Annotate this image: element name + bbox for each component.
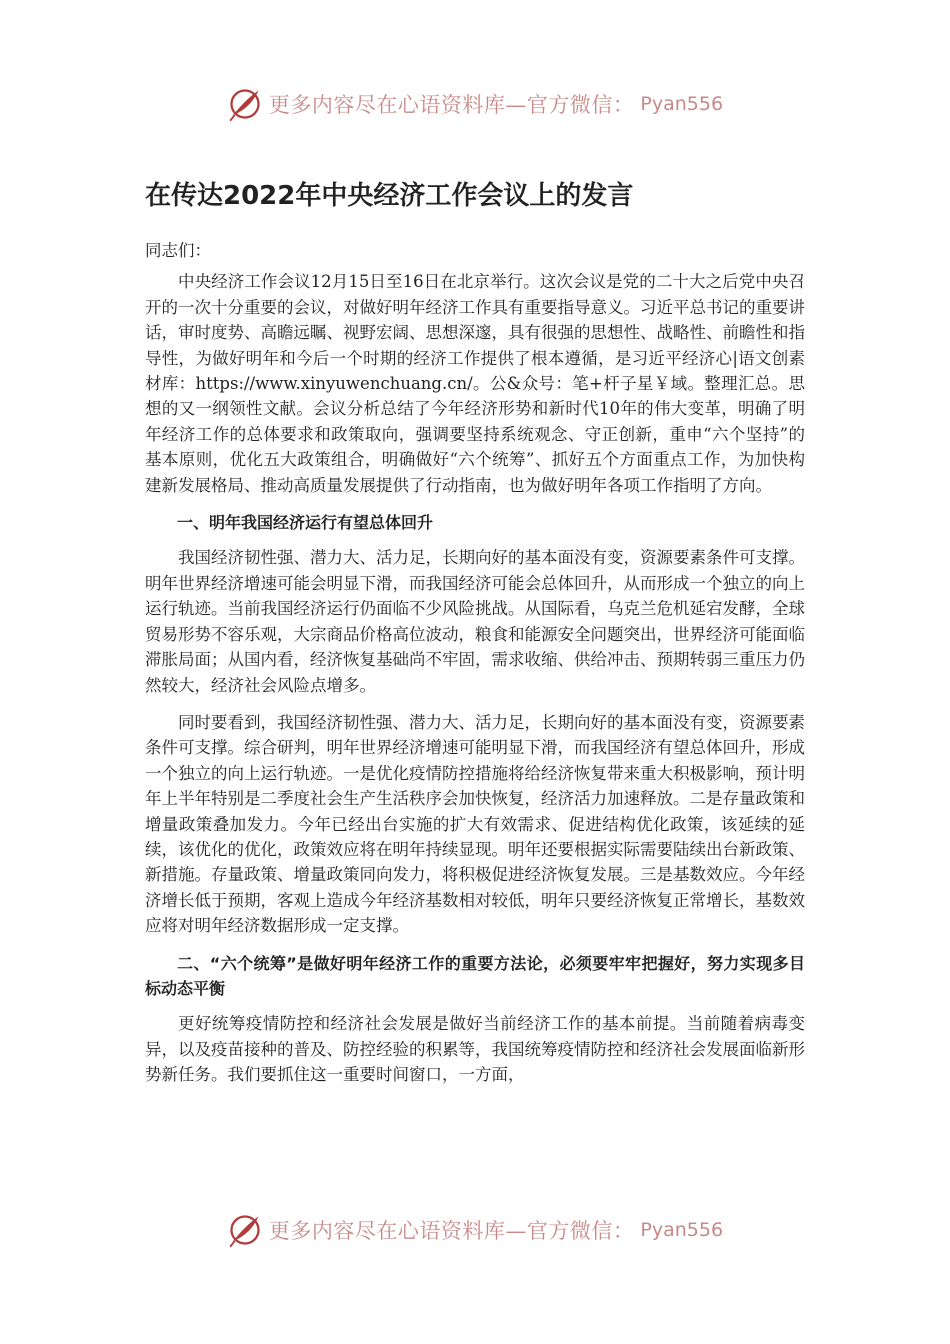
watermark-contact: Pyan556: [640, 93, 724, 115]
intro-paragraph: 中央经济工作会议12月15日至16日在北京举行。这次会议是党的二十大之后党中央召开的一次十分重要的会议，对做好明年经济工作具有重要指导意义。习近平总书记的重要讲话，审时度势、高瞻远瞩、视野宏阔、思想深邃，具有很强的思想性、战略性、前瞻性和指导性，为做好明年和今后一个时期的经济工作提供了根本遵循，是习近平经济心|语文创素材库：https://www.xinyuwenchuang.cn/。公&众号：笔+杆子星￥域。整理汇总。思想的又一纲领性文献。会议分析总结了今年经济形势和新时代10年的伟大变革，明确了明年经济工作的总体要求和政策取向，强调要坚持系统观念、守正创新，重申“六个坚持”的基本原则，优化五大政策组合，明确做好“六个统筹”、抓好五个方面重点工作，为加快构建新发展格局、推动高质量发展提供了行动指南，也为做好明年各项工作指明了方向。: [145, 272, 805, 495]
quill-logo-icon: [227, 86, 263, 122]
quill-logo-icon: [227, 1212, 263, 1248]
section-2-paragraph-1: 更好统筹疫情防控和经济社会发展是做好当前经济工作的基本前提。当前随着病毒变异，以及疫苗接种的普及、防控经验的积累等，我国统筹疫情防控和经济社会发展面临新形势新任务。我们要抓住这一重要时间窗口，一方面，: [145, 1014, 805, 1085]
document-body: [145, 176, 805, 1100]
section-1-paragraph-2: 同时要看到，我国经济韧性强、潜力大、活力足，长期向好的基本面没有变，资源要素条件可支撑。综合研判，明年世界经济增速可能明显下滑，而我国经济有望总体回升，形成一个独立的向上运行轨迹。一是优化疫情防控措施将给经济恢复带来重大积极影响，预计明年上半年特别是二季度社会生产生活秩序会加快恢复，经济活力加速释放。二是存量政策和增量政策叠加发力。今年已经出台实施的扩大有效需求、促进结构优化政策，该延续的延续，该优化的优化，政策效应将在明年持续显现。明年还要根据实际需要陆续出台新政策、新措施。存量政策、增量政策同向发力，将积极促进经济恢复发展。三是基数效应。今年经济增长低于预期，客观上造成今年经济基数相对较低，明年只要经济恢复正常增长，基数效应将对明年经济数据形成一定支撑。: [145, 712, 805, 936]
section-1-paragraph-1: 我国经济韧性强、潜力大、活力足，长期向好的基本面没有变，资源要素条件可支撑。明年世界经济增速可能会明显下滑，而我国经济可能会总体回升，从而形成一个独立的向上运行轨迹。当前我国经济运行仍面临不少风险挑战。从国际看，乌克兰危机延宕发酵，全球贸易形势不容乐观，大宗商品价格高位波动，粮食和能源安全问题突出，世界经济可能面临滞胀局面；从国内看，经济恢复基础尚不牢固，需求收缩、供给冲击、预期转弱三重压力仍然较大，经济社会风险点增多。: [145, 548, 805, 695]
document-title: 在传达2022年中央经济工作会议上的发言: [145, 181, 634, 211]
watermark-contact: Pyan556: [640, 1219, 724, 1241]
section-1-heading: 一、明年我国经济运行有望总体回升: [177, 513, 434, 533]
section-2-heading: 二、“六个统筹”是做好明年经济工作的重要方法论，必须要牢牢把握好，努力实现多目标动态平衡: [145, 953, 805, 998]
salutation: 同志们：: [145, 241, 211, 260]
watermark-text: 更多内容尽在心语资料库—官方微信：: [268, 1219, 635, 1243]
watermark-banner-bottom: [0, 1208, 950, 1252]
watermark-banner-top: [0, 82, 950, 126]
watermark-text: 更多内容尽在心语资料库—官方微信：: [268, 93, 635, 117]
